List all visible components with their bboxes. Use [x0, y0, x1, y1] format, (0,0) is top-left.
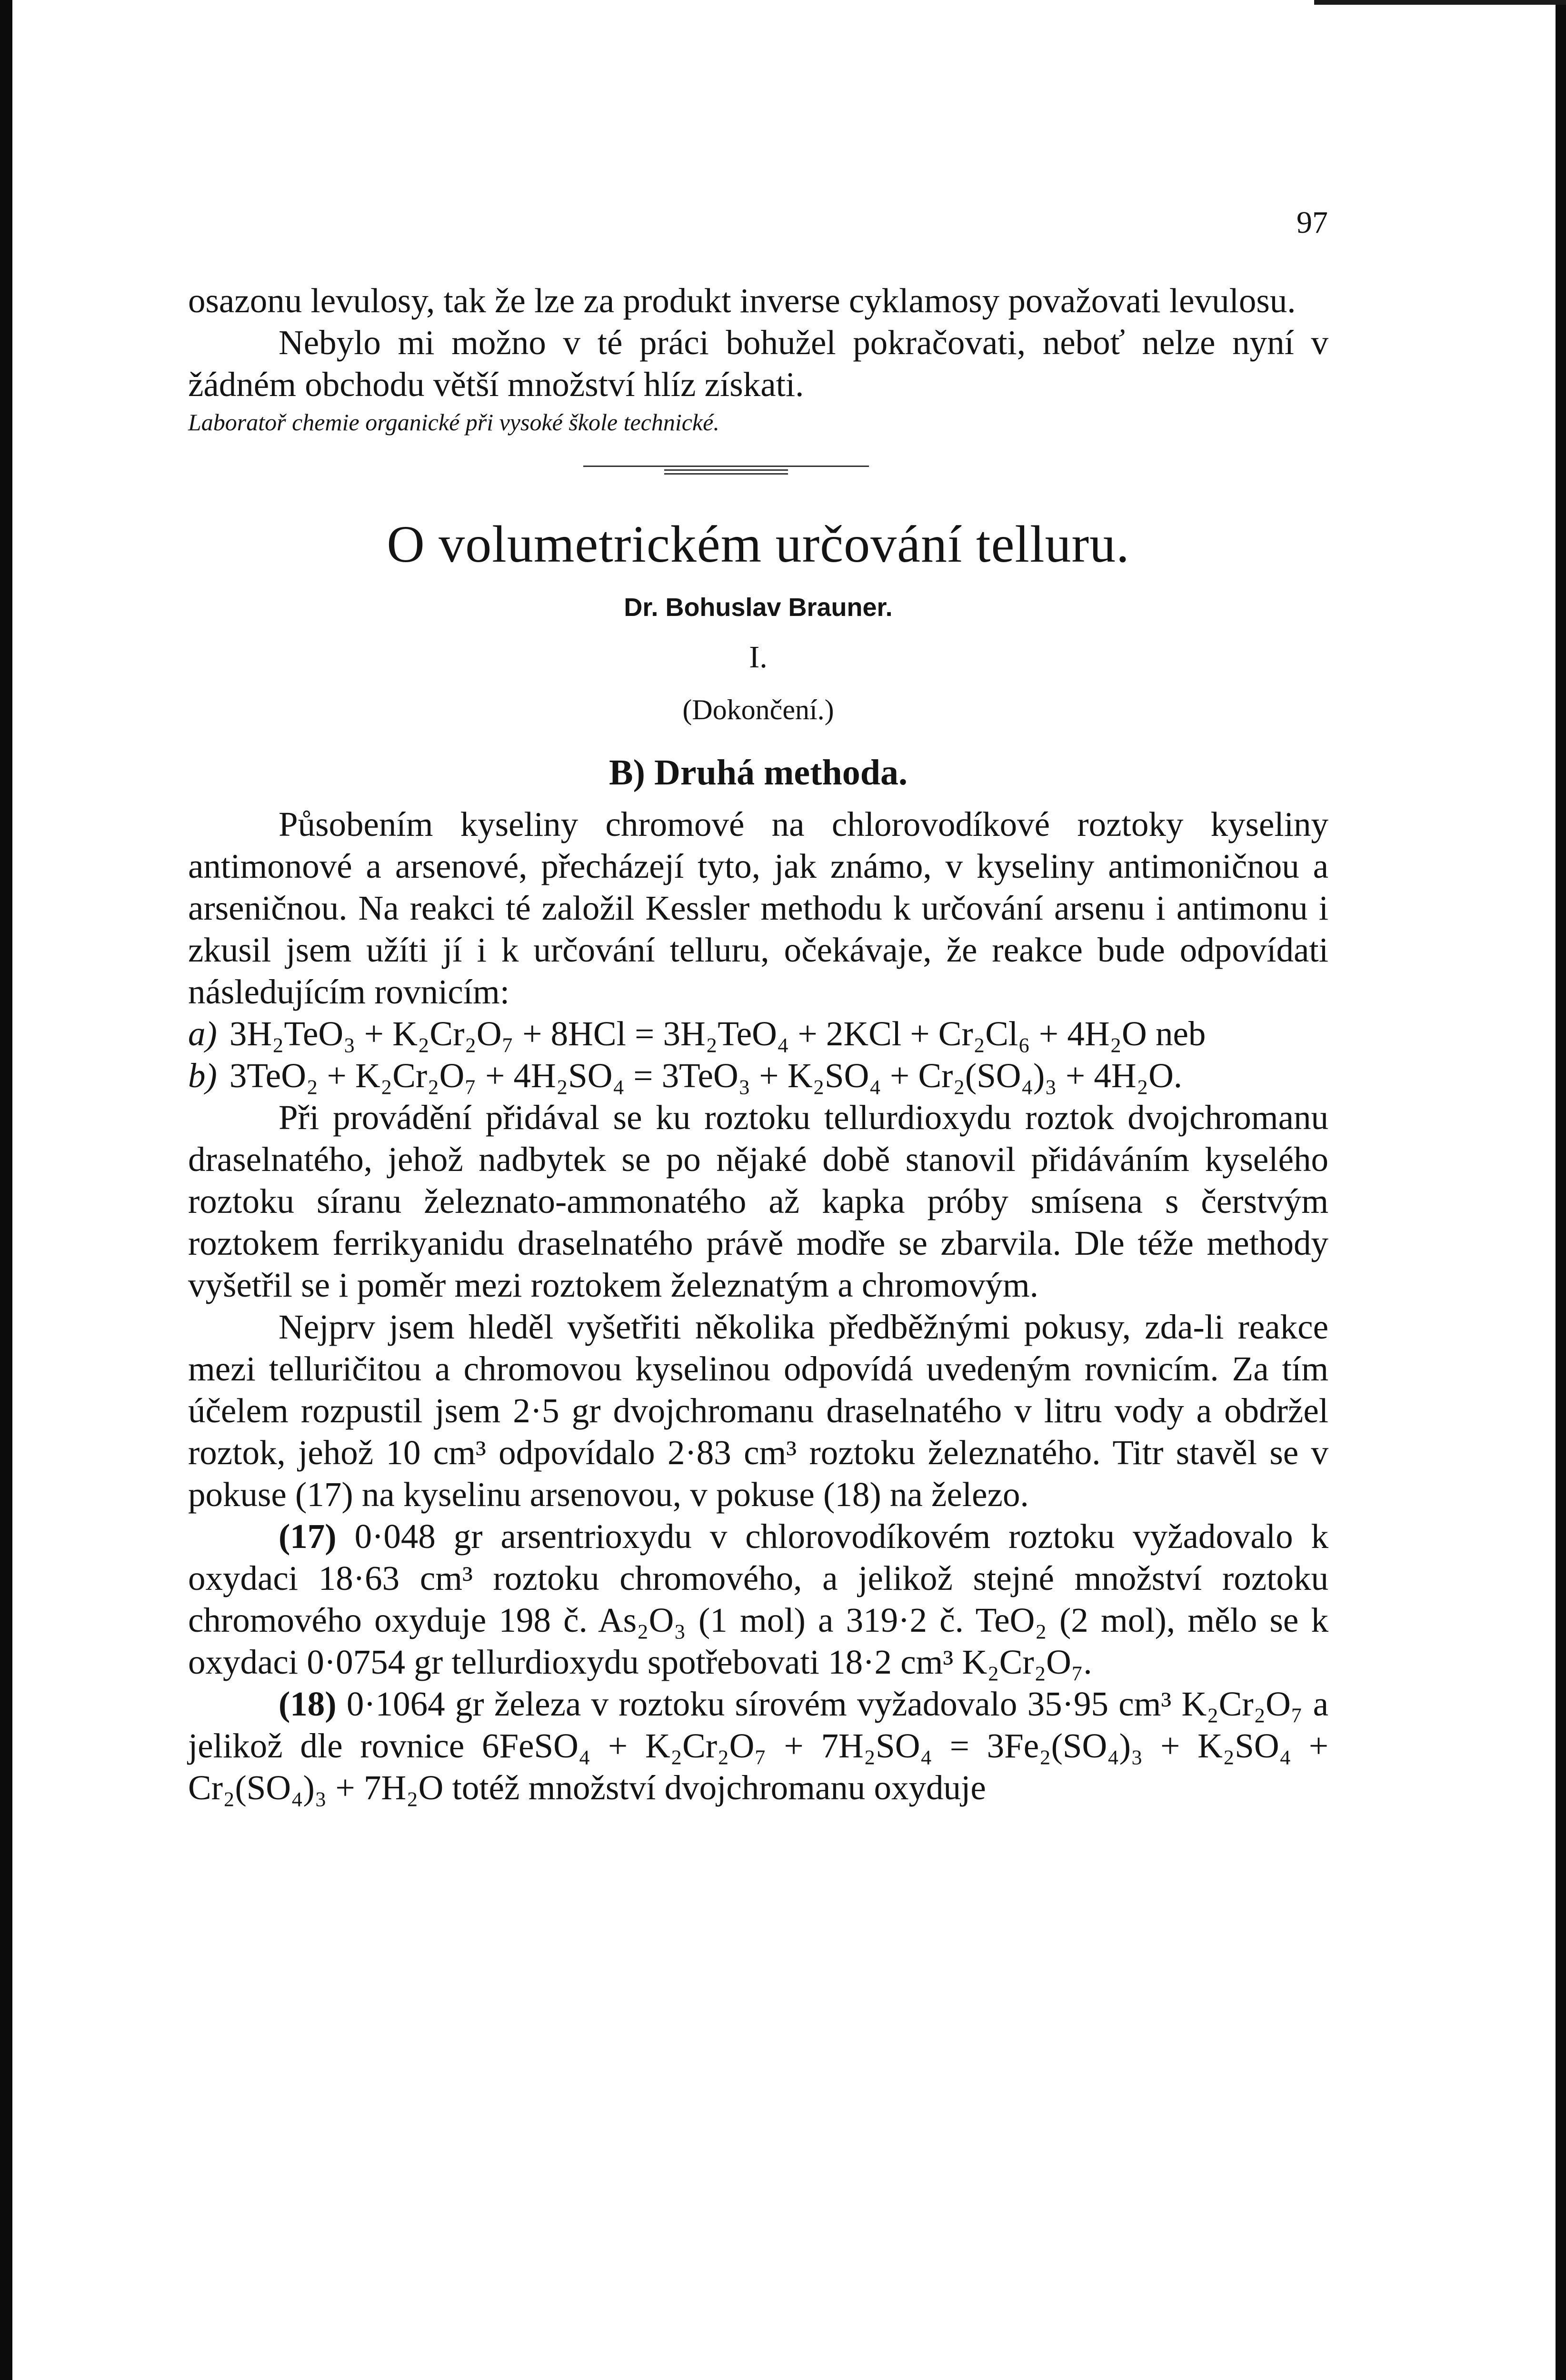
section-roman: I. — [749, 640, 768, 674]
page-body — [188, 280, 1328, 1809]
scan-edge-top — [1314, 0, 1566, 5]
divider-line — [583, 466, 869, 467]
paragraph-provadeni: Při provádění přidával se ku roztoku tellurdioxydu roztok dvojchromanu draselnatého, jehož nadbytek se po nějaké době stanovil přidáváním kyselého roztoku síranu železnato-ammonatého až kapka próby smísena s čerstvým roztokem ferrikyanidu draselnatého právě modře se zbarvila. Dle téže methody vyšetřil se i poměr mezi roztokem železnatým a chromovým. — [188, 1098, 1328, 1304]
scan-edge-right — [1556, 0, 1566, 2380]
equation-a-label: a) — [188, 1014, 217, 1053]
article-title: O volumetrickém určování telluru. — [387, 515, 1130, 573]
experiment-18 — [188, 1683, 1328, 1809]
article-author: Dr. Bohuslav Brauner. — [624, 593, 893, 622]
experiment-18-number: (18) — [279, 1685, 337, 1723]
paragraph-nejprv: Nejprv jsem hleděl vyšetřiti několika předběžnými pokusy, zda-li reakce mezi telluričitou a chromovou kyselinou odpovídá uvedeným rovnicím. Za tím účelem rozpustil jsem 2·5 gr dvojchromanu draselnatého v litru vody a obdržel roztok, jehož 10 cm³ odpovídalo 2·83 cm³ roztoku železnatého. Titr stavěl se v pokuse (17) na kyselinu arsenovou, v pokuse (18) na železo. — [188, 1308, 1328, 1514]
experiment-18-text: 0·1064 gr železa v roztoku sírovém vyžadovalo 35·95 cm³ K₂Cr₂O₇ a jelikož dle rovnice 6FeSO₄ + K₂Cr₂O₇ + 7H₂SO₄ = 3Fe₂(SO₄)₃ + K₂SO₄ + Cr₂(SO₄)₃ + 7H₂O totéž množství dvojchromanu oxyduje — [188, 1685, 1328, 1807]
experiment-17-number: (17) — [279, 1517, 337, 1556]
equation-a-content — [188, 1013, 1206, 1055]
divider-line — [664, 469, 788, 471]
equation-b-label: b) — [188, 1056, 217, 1095]
equation-b-content — [188, 1055, 1182, 1097]
page-number: 97 — [1297, 205, 1328, 240]
divider-line — [664, 473, 788, 475]
scan-edge-left — [0, 0, 12, 2380]
equation-a — [188, 1013, 1328, 1055]
paragraph-intro: Působením kyseliny chromové na chlorovodíkové roztoky kyseliny antimonové a arsenové, přecházejí tyto, jak známo, v kyseliny antimoničnou a arseničnou. Na reakci té založil Kessler methodu k určování arsenu i antimonu i zkusil jsem užíti jí i k určování telluru, očekávaje, že reakce bude odpovídati následujícím rovnicím: — [188, 805, 1328, 1011]
experiment-17 — [188, 1516, 1328, 1683]
equation-a-text: 3H₂TeO₃ + K₂Cr₂O₇ + 8HCl = 3H₂TeO₄ + 2KCl + Cr₂Cl₆ + 4H₂O neb — [229, 1014, 1206, 1053]
section-divider — [188, 439, 1328, 491]
paragraph-nebylo: Nebylo mi možno v té práci bohužel pokračovati, neboť nelze nyní v žádném obchodu větší množství hlíz získati. — [188, 323, 1328, 404]
experiment-17-text: 0·048 gr arsentrioxydu v chlorovodíkovém roztoku vyžadovalo k oxydaci 18·63 cm³ roztoku chromového, a jelikož stejné množství roztoku chromového oxyduje 198 č. As₂O₃ (1 mol) a 319·2 č. TeO₂ (2 mol), mělo se k oxydaci 0·0754 gr tellurdioxydu spotřebovati 18·2 cm³ K₂Cr₂O₇. — [188, 1517, 1329, 1681]
section-title: B) Druhá methoda. — [608, 753, 908, 793]
affiliation: Laboratoř chemie organické při vysoké škole technické. — [188, 409, 719, 436]
paragraph-levulosa: osazonu levulosy, tak že lze za produkt inverse cyklamosy považovati levulosu. — [188, 281, 1296, 320]
continuation-note: (Dokončení.) — [682, 694, 834, 725]
equation-b-text: 3TeO₂ + K₂Cr₂O₇ + 4H₂SO₄ = 3TeO₃ + K₂SO₄ + Cr₂(SO₄)₃ + 4H₂O. — [229, 1056, 1183, 1095]
equation-b — [188, 1055, 1328, 1097]
